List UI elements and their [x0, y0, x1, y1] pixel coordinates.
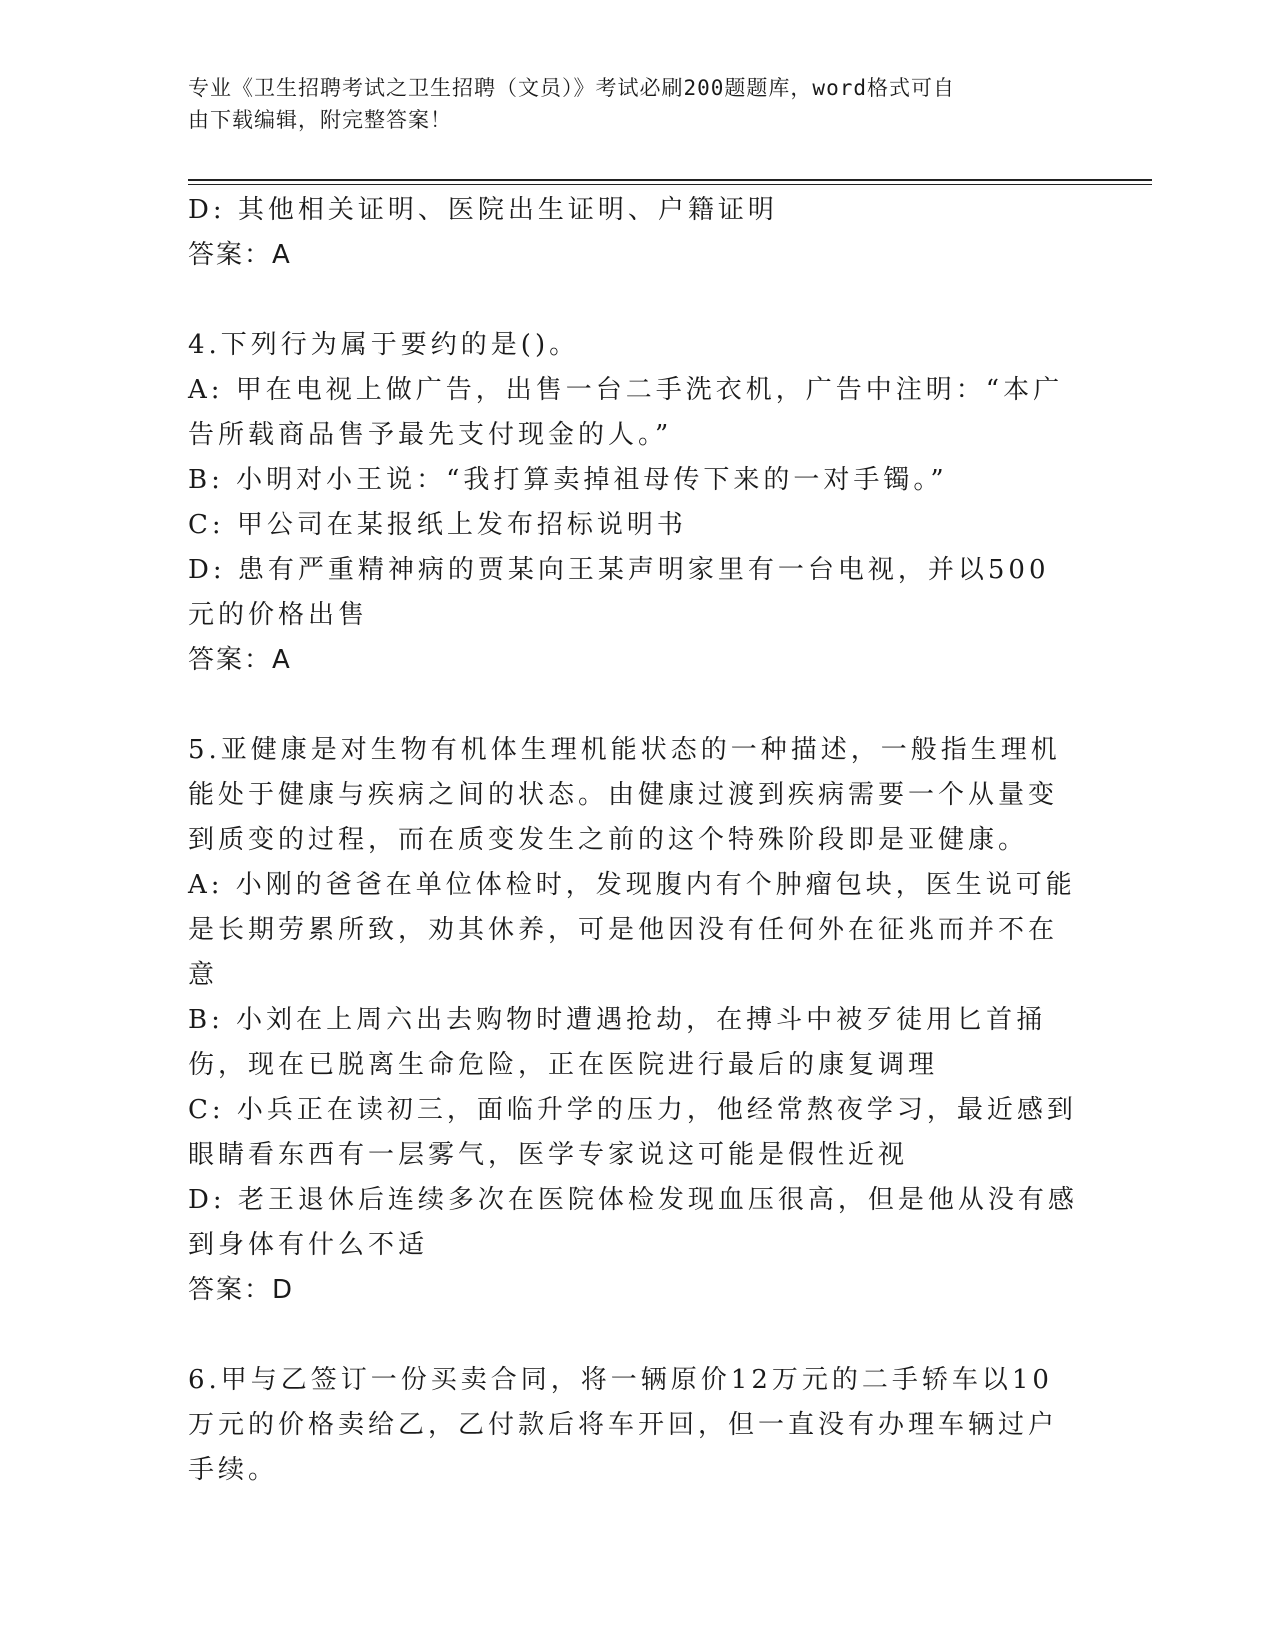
- q3-answer: 答案：A: [188, 240, 292, 270]
- header-line-1: 专业《卫生招聘考试之卫生招聘（文员）》考试必刷200题题库，word格式可自: [188, 76, 955, 100]
- header-rule-thick: [188, 179, 1152, 181]
- q5-option-b: B: 小刘在上周六出去购物时遭遇抢劫，在搏斗中被歹徒用匕首捅伤，现在已脱离生命危险，正在医院进行最后的康复调理: [188, 1005, 1047, 1080]
- q4-option-c: C: 甲公司在某报纸上发布招标说明书: [188, 510, 687, 540]
- q5-option-a: A: 小刚的爸爸在单位体检时，发现腹内有个肿瘤包块，医生说可能是长期劳累所致，劝其休养，可是他因没有任何外在征兆而并不在意: [188, 870, 1076, 990]
- q4-stem: 4.下列行为属于要约的是()。: [188, 330, 580, 360]
- q5-option-c: C: 小兵正在读初三，面临升学的压力，他经常熬夜学习，最近感到眼睛看东西有一层雾气，医学专家说这可能是假性近视: [188, 1095, 1077, 1170]
- q4-option-d: D: 患有严重精神病的贾某向王某声明家里有一台电视，并以500元的价格出售: [188, 555, 1050, 630]
- header-line-2: 由下载编辑，附完整答案！: [188, 108, 452, 132]
- q4-answer: 答案：A: [188, 645, 292, 675]
- q5-answer: 答案：D: [188, 1275, 295, 1305]
- q4-option-a: A: 甲在电视上做广告，出售一台二手洗衣机，广告中注明：“本广告所载商品售予最先支付现金的人。”: [188, 375, 1064, 450]
- q3-option-d: D: 其他相关证明、医院出生证明、户籍证明: [188, 195, 778, 225]
- q5-stem: 5.亚健康是对生物有机体生理机能状态的一种描述，一般指生理机能处于健康与疾病之间的状态。由健康过渡到疾病需要一个从量变到质变的过程，而在质变发生之前的这个特殊阶段即是亚健康。: [188, 735, 1061, 855]
- document-header: [188, 72, 1068, 136]
- spacer: [188, 1313, 1078, 1358]
- spacer: [188, 683, 1078, 728]
- spacer: [188, 278, 1078, 323]
- document-body: [188, 188, 1078, 1493]
- header-rule-thin: [188, 184, 1152, 185]
- q4-option-b: B: 小明对小王说：“我打算卖掉祖母传下来的一对手镯。”: [188, 465, 948, 495]
- q5-option-d: D: 老王退休后连续多次在医院体检发现血压很高，但是他从没有感到身体有什么不适: [188, 1185, 1078, 1260]
- q6-stem: 6.甲与乙签订一份买卖合同，将一辆原价12万元的二手轿车以10万元的价格卖给乙，乙付款后将车开回，但一直没有办理车辆过户手续。: [188, 1365, 1059, 1485]
